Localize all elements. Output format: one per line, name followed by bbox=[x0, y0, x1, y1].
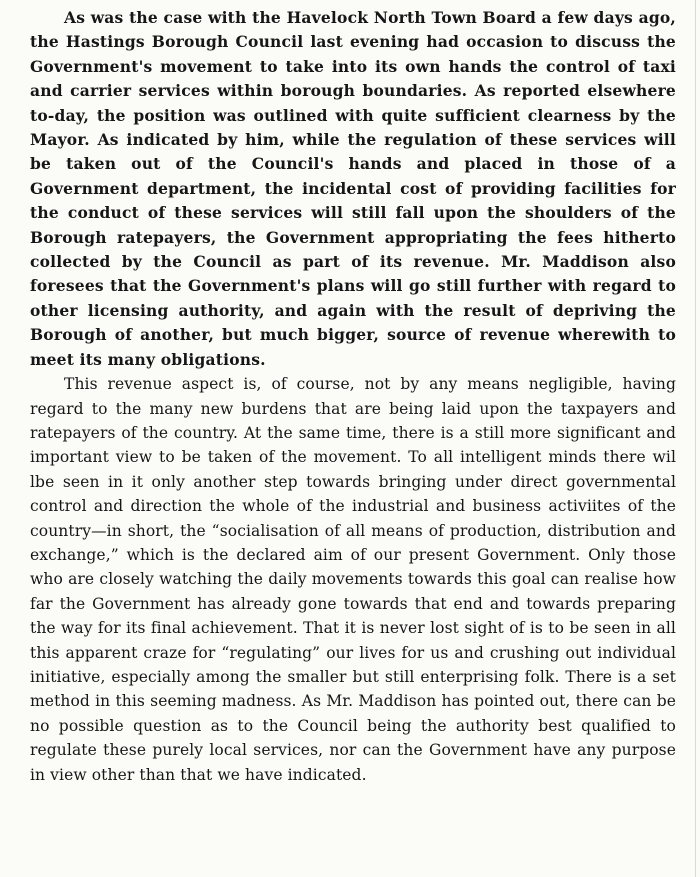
article-paragraph-2: This revenue aspect is, of course, not by any means negligible, having regard to the many new burdens that are being laid upon the taxpayers and ratepayers of the country. At the same time, there is a still more significant and important view to be taken of the movement. To all intelligent minds there wil lbe seen in it only another step towards bringing under direct governmental control and direction the whole of the industrial and business activiites of the country—in short, the “socialisation of all means of production, distribution and exchange,” which is the declared aim of our present Government. Only those who are closely watching the daily movements towards this goal can realise how far the Government has already gone towards that end and towards preparing the way for its final achievement. That it is never lost sight of is to be seen in all this apparent craze for “regulating” our lives for us and crushing out individual initiative, especially among the smaller but still enterprising folk. There is a set method in this seeming madness. As Mr. Maddison has pointed out, there can be no possible question as to the Council being the authority best qualified to regulate these purely local services, nor can the Government have any purpose in view other than that we have indicated. bbox=[30, 375, 676, 784]
article-paragraph-1: As was the case with the Havelock North Town Board a few days ago, the Hastings Borough Council last evening had occasion to discuss the Government's movement to take into its own hands the control of taxi and carrier services within borough boundaries. As reported elsewhere to-day, the position was outlined with quite sufficient clearness by the Mayor. As indicated by him, while the regulation of these services will be taken out of the Council's hands and placed in those of a Government department, the incidental cost of providing facilities for the conduct of these services will still fall upon the shoulders of the Borough ratepayers, the Government appropriating the fees hitherto collected by the Council as part of its revenue. Mr. Maddison also foresees that the Government's plans will go still further with regard to other licensing authority, and again with the result of depriving the Borough of another, but much bigger, source of revenue wherewith to meet its many obligations. bbox=[30, 8, 676, 369]
page-edge-rule bbox=[695, 0, 696, 877]
article-column bbox=[30, 6, 676, 787]
